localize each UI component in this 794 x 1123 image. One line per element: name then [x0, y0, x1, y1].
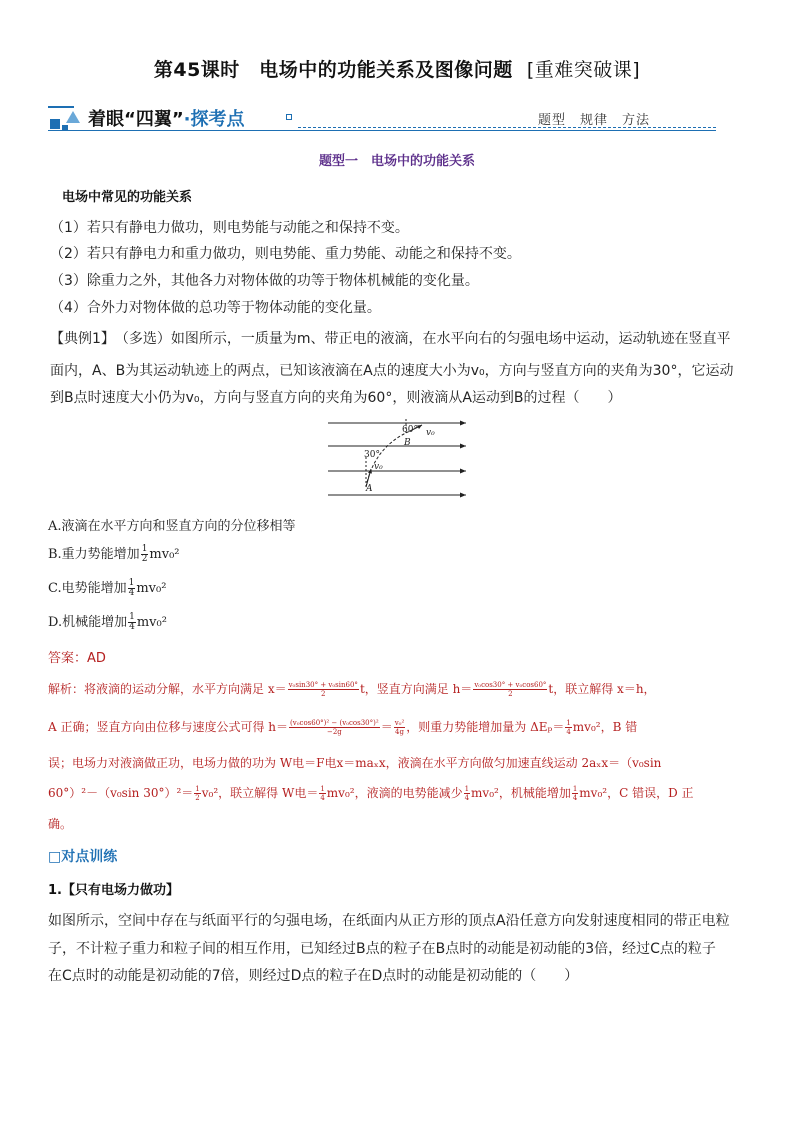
explanation-line-3: 误；电场力对液滴做正功，电场力做的功为 W电＝F电x＝maₓx，液滴在水平方向做匀加速直线运动 2aₓx＝（v₀sin: [48, 756, 662, 770]
arrowhead-3: [460, 469, 466, 474]
banner-title-dot: ·: [183, 109, 191, 130]
banner-rule: [48, 130, 716, 131]
banner-title-part2: 探考点: [190, 109, 245, 130]
question-1-line-2: 子，不计粒子重力和粒子间的相互作用，已知经过B点的粒子在B点时的动能是初动能的3倍，经过C点的粒子: [48, 941, 716, 957]
option-c-tail: mv₀²: [136, 581, 167, 596]
option-a: A.液滴在水平方向和竖直方向的分位移相等: [48, 519, 296, 534]
option-d-tail: mv₀²: [136, 615, 167, 630]
v0-top-label: v₀: [426, 428, 435, 438]
explanation-line-1: 解析：将液滴的运动分解，水平方向满足 x＝ $\frac{\text{v₀sin30° + v₀sin60°}}{2}$ t，竖直方向满足 h＝ $\frac{\text{v₀cos30° + v₀cos60°}}{2}$ t，联立解得 x＝h，: [48, 681, 656, 698]
banner-box-icon: [286, 114, 292, 120]
explanation-line-2: A 正确；竖直方向由位移与速度公式可得 h＝ $\frac{\text{(v₀cos60°)² − (v₀cos30°)²}}{-2g}$ ＝ $\frac{\text{v₀²}}{4g}$ ，则重力势能增加量为 ΔEₚ＝ $\frac{1}{4}$ mv₀²，B 错: [48, 719, 638, 736]
option-d: [48, 611, 167, 632]
training-heading: □对点训练: [48, 849, 118, 865]
banner-right-text: 题型 规律 方法: [537, 113, 650, 128]
arrowhead-1: [460, 421, 466, 426]
option-b-text: B.重力势能增加: [48, 547, 140, 562]
banner-square-icon: [50, 119, 60, 129]
option-b-fraction: $\frac{1}{2}$: [141, 544, 148, 564]
section-banner: [48, 103, 716, 133]
angle-60-label: 60°: [402, 425, 418, 435]
point-b-label: B: [404, 438, 411, 448]
relation-1: （1）若只有静电力做功，则电势能与动能之和保持不变。: [50, 220, 409, 236]
title-tag: [重难突破课]: [526, 59, 641, 81]
example-line-3: 到B点时速度大小仍为v₀，方向与竖直方向的夹角为60°，则液滴从A运动到B的过程（ ）: [50, 390, 622, 406]
banner-title: [88, 105, 245, 131]
option-d-fraction: $\frac{1}{4}$: [129, 612, 135, 632]
explanation-line-5: 确。: [48, 817, 73, 831]
v0-bottom-label: v₀: [374, 462, 383, 472]
relation-2: （2）若只有静电力和重力做功，则电势能、重力势能、动能之和保持不变。: [50, 246, 521, 262]
option-c-fraction: $\frac{1}{4}$: [128, 578, 135, 598]
title-main: 第45课时 电场中的功能关系及图像问题: [153, 59, 513, 81]
question-1-label: 1.【只有电场力做功】: [48, 883, 179, 898]
example-line-1: 【典例1】 （多选）如图所示，一质量为m、带正电的液滴，在水平向右的匀强电场中运动，运动轨迹在竖直平: [50, 331, 731, 347]
example-line-2: 面内，A、B为其运动轨迹上的两点，已知该液滴在A点的速度大小为v₀，方向与竖直方向的夹角为30°，它运动: [50, 363, 734, 379]
subtitle: 电场中常见的功能关系: [62, 190, 193, 205]
answer: 答案：AD: [48, 651, 106, 666]
banner-triangle-icon: [66, 111, 80, 123]
page-title: [0, 55, 794, 82]
arrowhead-4: [460, 493, 466, 498]
option-b: [48, 543, 180, 564]
question-1-line-3: 在C点时的动能是初动能的7倍，则经过D点的粒子在D点时的动能是初动能的（ ）: [48, 968, 579, 984]
option-b-tail: mv₀²: [149, 547, 180, 562]
field-trajectory-diagram: [326, 417, 474, 501]
arrowhead-2: [460, 444, 466, 449]
option-d-text: D.机械能增加: [48, 615, 128, 630]
angle-30-label: 30°: [364, 450, 380, 460]
option-c: [48, 577, 166, 598]
relation-4: （4）合外力对物体做的总功等于物体动能的变化量。: [50, 300, 381, 316]
relation-3: （3）除重力之外，其他各力对物体做的功等于物体机械能的变化量。: [50, 273, 479, 289]
option-c-text: C.电势能增加: [48, 581, 127, 596]
section-title: 题型一 电场中的功能关系: [318, 154, 475, 169]
point-a-label: A: [366, 484, 373, 494]
banner-deco-line: [48, 106, 74, 108]
banner-dotted-rule: [298, 127, 716, 128]
question-1-line-1: 如图所示，空间中存在与纸面平行的匀强电场，在纸面内从正方形的顶点A沿任意方向发射速度相同的带正电粒: [48, 913, 730, 929]
explanation-line-4: 60°）²－（v₀sin 30°）²＝ $\frac{1}{2}$ v₀²，联立解得 W电＝ $\frac{1}{4}$ mv₀²，液滴的电势能减少 $\frac{1}{4}$ mv₀²，机械能增加 $\frac{1}{4}$ mv₀²，C 错误，D 正: [48, 785, 694, 802]
banner-title-part1: 着眼“四翼”: [88, 109, 184, 130]
